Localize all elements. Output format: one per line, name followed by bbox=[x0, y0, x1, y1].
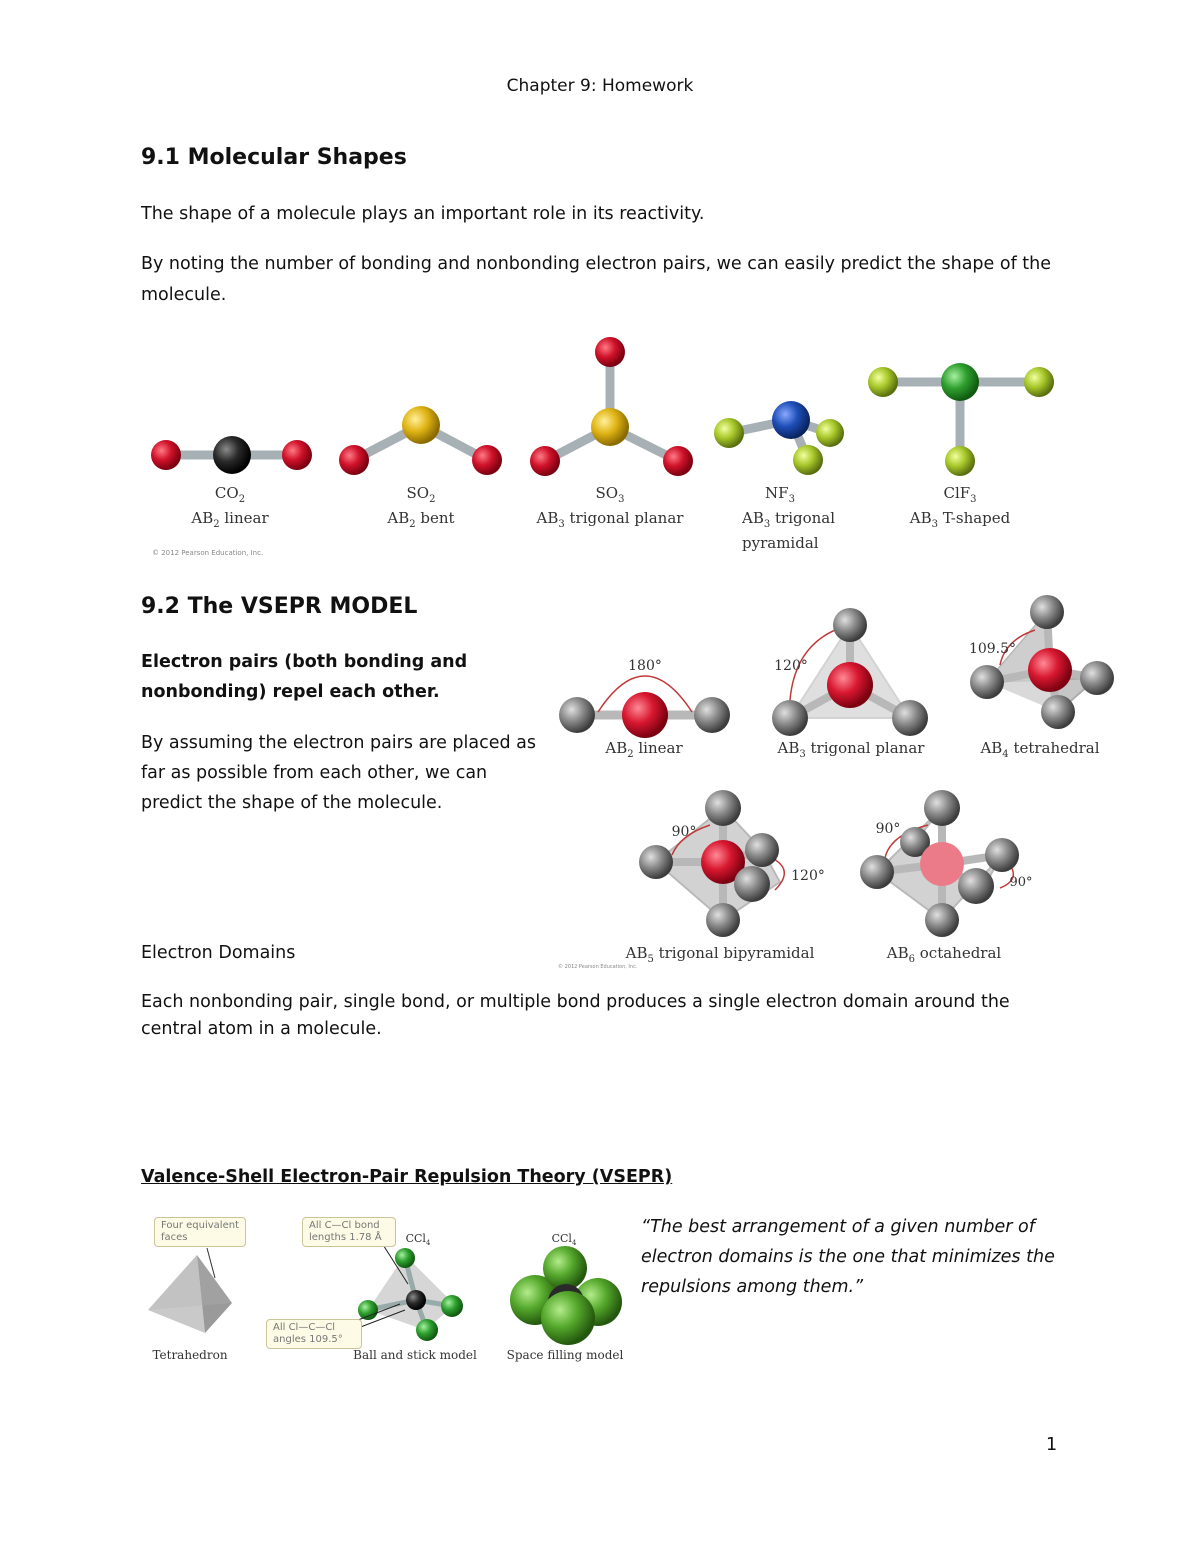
quote-line2: electron domains is the one that minimizes the bbox=[641, 1247, 1055, 1267]
bold-statement-line2: nonbonding) repel each other. bbox=[141, 682, 440, 702]
electron-domains-line2: central atom in a molecule. bbox=[141, 1019, 382, 1039]
caption-co2: $CO_2$ $AB_2$ linear bbox=[191, 484, 269, 530]
paragraph-shape-reactivity: The shape of a molecule plays an important role in its reactivity. bbox=[141, 204, 705, 224]
caption-nf3: $NF_3$ $AB_3$ trigonal pyramidal bbox=[742, 484, 836, 552]
ccl4-ball-stick bbox=[358, 1240, 463, 1341]
page-number: 1 bbox=[1046, 1435, 1058, 1455]
vsepr-paragraph-line1: By assuming the electron pairs are placed as bbox=[141, 733, 537, 753]
caption-ab4-tetrahedral: $AB_4$ tetrahedral bbox=[980, 739, 1100, 760]
section-heading-9-2: 9.2 The VSEPR MODEL bbox=[141, 594, 418, 619]
angle-label-ab6-90: 90° bbox=[875, 821, 901, 837]
paragraph-noting-line1: By noting the number of bonding and nonbonding electron pairs, we can easily predict the shape of the bbox=[141, 254, 1052, 274]
caption-clf3: ClF$_3$ $AB_3$ T-shaped bbox=[909, 484, 1011, 530]
ccl4-label-ball: CCl$_4$ bbox=[405, 1232, 431, 1248]
copyright-notice-2: © 2012 Pearson Education, Inc. bbox=[558, 964, 638, 970]
electron-domains-title: Electron Domains bbox=[141, 943, 296, 963]
page-header: Chapter 9: Homework bbox=[506, 76, 694, 96]
ccl4-label-space: CCl$_4$ bbox=[551, 1232, 577, 1248]
caption-space-filling: Space filling model bbox=[506, 1348, 624, 1362]
quote-line1: “The best arrangement of a given number of bbox=[641, 1217, 1035, 1237]
section-heading-9-1: 9.1 Molecular Shapes bbox=[141, 145, 407, 170]
angle-label-ab5-90: 90° bbox=[671, 824, 697, 840]
tetrahedron-shape bbox=[148, 1248, 232, 1333]
callout-bond-angles: All Cl—C—Cl angles 109.5° bbox=[266, 1319, 362, 1349]
caption-ball-stick: Ball and stick model bbox=[353, 1348, 477, 1362]
copyright-notice: © 2012 Pearson Education, Inc. bbox=[152, 549, 264, 557]
vsepr-paragraph-line3: predict the shape of the molecule. bbox=[141, 793, 443, 813]
quote-line3: repulsions among them.” bbox=[641, 1277, 864, 1297]
caption-ab6-octahedral: $AB_6$ octahedral bbox=[886, 944, 1002, 965]
caption-ab5-trigonal-bipyramidal: $AB_5$ trigonal bipyramidal bbox=[625, 944, 815, 965]
ccl4-space-filling bbox=[510, 1246, 622, 1345]
electron-domains-line1: Each nonbonding pair, single bond, or multiple bond produces a single electron domain around the bbox=[141, 992, 1010, 1012]
vsepr-title: Valence-Shell Electron-Pair Repulsion Theory (VSEPR) bbox=[141, 1167, 673, 1187]
caption-ab3-trigonal-planar: $AB_3$ trigonal planar bbox=[777, 739, 925, 760]
angle-label-ab6-90b: 90° bbox=[1009, 875, 1033, 890]
angle-label-109: 109.5° bbox=[968, 641, 1017, 657]
caption-so3: $SO_3$ $AB_3$ trigonal planar bbox=[536, 484, 684, 530]
angle-label-ab5-120: 120° bbox=[791, 868, 825, 884]
vsepr-paragraph-line2: far as possible from each other, we can bbox=[141, 763, 488, 783]
caption-so2: $SO_2$ $AB_2$ bent bbox=[387, 484, 455, 530]
angle-label-180: 180° bbox=[628, 658, 662, 674]
caption-tetrahedron: Tetrahedron bbox=[152, 1348, 228, 1362]
angle-label-120: 120° bbox=[774, 658, 808, 674]
bold-statement-line1: Electron pairs (both bonding and bbox=[141, 652, 468, 672]
callout-four-faces: Four equivalent faces bbox=[154, 1217, 246, 1247]
paragraph-noting-line2: molecule. bbox=[141, 285, 227, 305]
callout-bond-lengths: All C—Cl bond lengths 1.78 Å bbox=[302, 1217, 396, 1247]
caption-ab2-linear: $AB_2$ linear bbox=[605, 739, 683, 760]
